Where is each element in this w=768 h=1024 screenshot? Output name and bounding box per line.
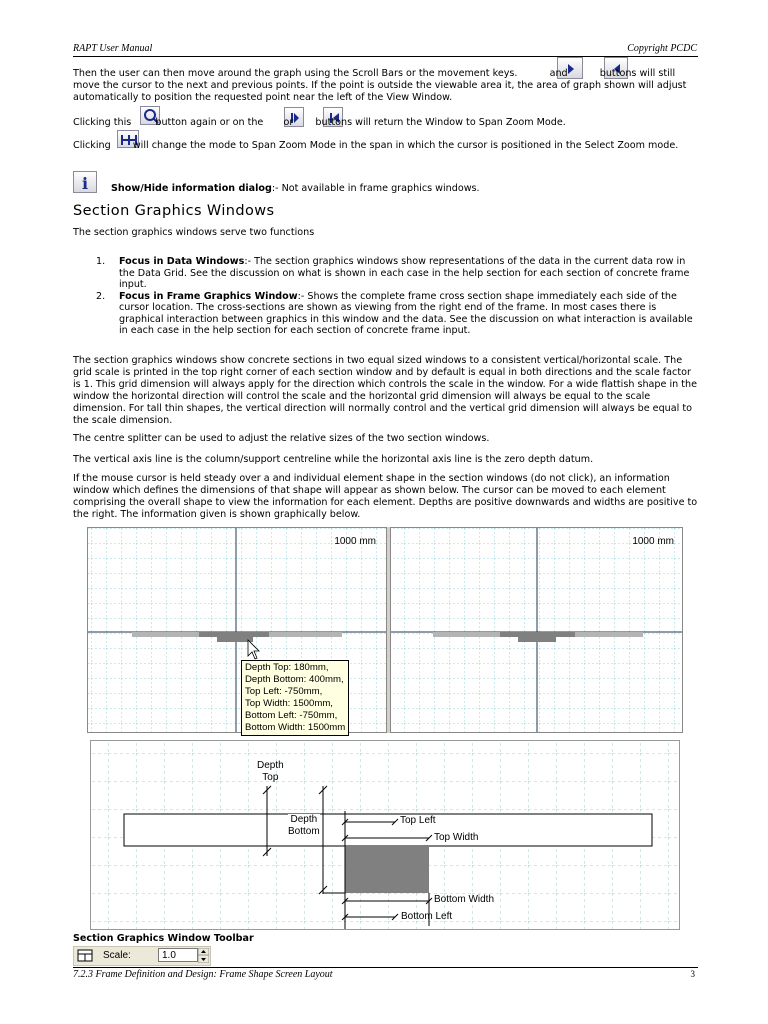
paragraph-scroll <box>73 68 698 104</box>
paragraph-zoom <box>73 117 698 129</box>
list-num: 1. <box>96 256 106 267</box>
label-line: Depth <box>290 814 318 825</box>
tooltip-line: Depth Top: 180mm, <box>245 662 329 673</box>
para3-text: Clicking <box>73 140 111 151</box>
dimension-drawing <box>91 741 680 930</box>
dimension-diagram <box>90 740 680 930</box>
scale-label-right: 1000 mm <box>632 536 674 547</box>
list-text: :- Shows the complete frame cross section shape immediately each side of the cursor location. The cross-sections are shown as viewing from the right end of the frame. In most cases there is graphical interaction between graphics in this window and the data. See the discussion on what interaction is available in each case in the help section for each section of concrete frame input. <box>119 290 693 336</box>
label-depth-top <box>257 760 284 784</box>
header-copyright: Copyright PCDC <box>627 43 697 54</box>
toolbar-title: Section Graphics Window Toolbar <box>73 933 254 944</box>
scale-input[interactable]: 1.0 <box>158 948 198 962</box>
section-graphic-right <box>391 528 683 733</box>
paragraph-splitter: The centre splitter can be used to adjust the relative sizes of the two section windows. <box>73 433 490 444</box>
label-line: Depth <box>257 760 284 771</box>
para1-text-2: buttons will still move the cursor to the next and previous points. If the point is outside the viewable area it, the area of graph shown will adjust automatically to position the requested point near the left of the View Window. <box>73 68 687 103</box>
section-window-right[interactable] <box>390 527 683 733</box>
paragraph-scale: The section graphics windows show concrete sections in two equal sized windows to a consistent vertical/horizontal scale. The grid scale is printed in the top right corner of each section window and by default is equal in both directions and the scale factor is 1. This grid dimension will always apply for the direction which controls the scale in the window. For a wide flattish shape in the window the horizontal direction will control the scale and the horizontal grid dimension will always be equal to the scale dimension. For tall thin shapes, the vertical direction will normally control and the vertical grid dimension will always be equal to the scale dimension. <box>73 355 697 426</box>
list-text: :- The section graphics windows show representations of the data in the current data row in the Data Grid. See the discussion on what is shown in each case in the help section for each section of concrete frame input. <box>119 256 690 290</box>
scale-stepper[interactable] <box>198 948 209 963</box>
info-description <box>111 183 736 195</box>
para2-text-3: buttons will return the Window to Span Zoom Mode. <box>315 117 566 128</box>
para2-or: or <box>283 117 294 128</box>
paragraph-span-zoom <box>73 140 698 152</box>
tooltip-line: Top Width: 1500mm, <box>245 698 333 709</box>
para2-text: Clicking this <box>73 117 132 128</box>
intro-text: The section graphics windows serve two functions <box>73 227 315 238</box>
section-title: Section Graphics Windows <box>73 203 275 219</box>
window-layout-icon <box>77 949 93 962</box>
paragraph-axis: The vertical axis line is the column/support centreline while the horizontal axis line is the zero depth datum. <box>73 454 594 465</box>
label-top-left: Top Left <box>400 815 436 826</box>
svg-text:i: i <box>82 174 89 193</box>
label-bottom-left: Bottom Left <box>401 911 453 922</box>
tooltip-line: Top Left: -750mm, <box>245 686 323 697</box>
info-tooltip <box>241 660 349 736</box>
list-item <box>96 256 696 291</box>
label-top-width: Top Width <box>434 832 479 843</box>
list-num: 2. <box>96 290 106 302</box>
scale-label: Scale: <box>103 950 131 961</box>
function-list <box>96 256 696 337</box>
header-title: RAPT User Manual <box>73 43 153 54</box>
page-number: 3 <box>690 969 695 979</box>
footer-title: 7.2.3 Frame Definition and Design: Frame Shape Screen Layout <box>73 969 333 980</box>
para1-and: and <box>549 68 568 79</box>
info-bold: Show/Hide information dialog <box>111 183 272 194</box>
label-depth-bottom <box>288 814 320 838</box>
list-bold: Focus in Frame Graphics Window <box>119 290 298 302</box>
list-bold: Focus in Data Windows <box>119 256 245 267</box>
info-button[interactable] <box>73 171 97 193</box>
tooltip-line: Depth Bottom: 400mm, <box>245 674 344 685</box>
label-line: Top <box>262 772 279 783</box>
para1-text: Then the user can then move around the graph using the Scroll Bars or the movement keys. <box>73 68 518 79</box>
para2-text-2: button again or on the <box>155 117 264 128</box>
paragraph-mouse: If the mouse cursor is held steady over a and individual element shape in the section windows (do not click), an information window which defines the dimensions of that shape will appear as shown below. The cursor can be moved to each element comprising the overall shape to view the information for each element. Depths are positive downwards and widths are positive to the right. The information given is shown graphically below. <box>73 473 698 520</box>
list-item <box>96 291 696 337</box>
info-icon <box>74 172 98 194</box>
para3-text-2: will change the mode to Span Zoom Mode in the span in which the cursor is positioned in the Select Zoom mode. <box>132 140 679 151</box>
scale-label-left: 1000 mm <box>334 536 376 547</box>
tooltip-line: Bottom Width: 1500mm <box>245 722 346 733</box>
label-line: Bottom <box>288 826 320 837</box>
info-text: :- Not available in frame graphics windows. <box>271 183 480 194</box>
section-toolbar <box>73 946 211 966</box>
spin-arrows-icon <box>198 948 209 963</box>
label-bottom-width: Bottom Width <box>434 894 495 905</box>
footer-rule <box>73 967 698 968</box>
tooltip-line: Bottom Left: -750mm, <box>245 710 338 721</box>
toolbar-layout-button[interactable] <box>77 949 93 962</box>
